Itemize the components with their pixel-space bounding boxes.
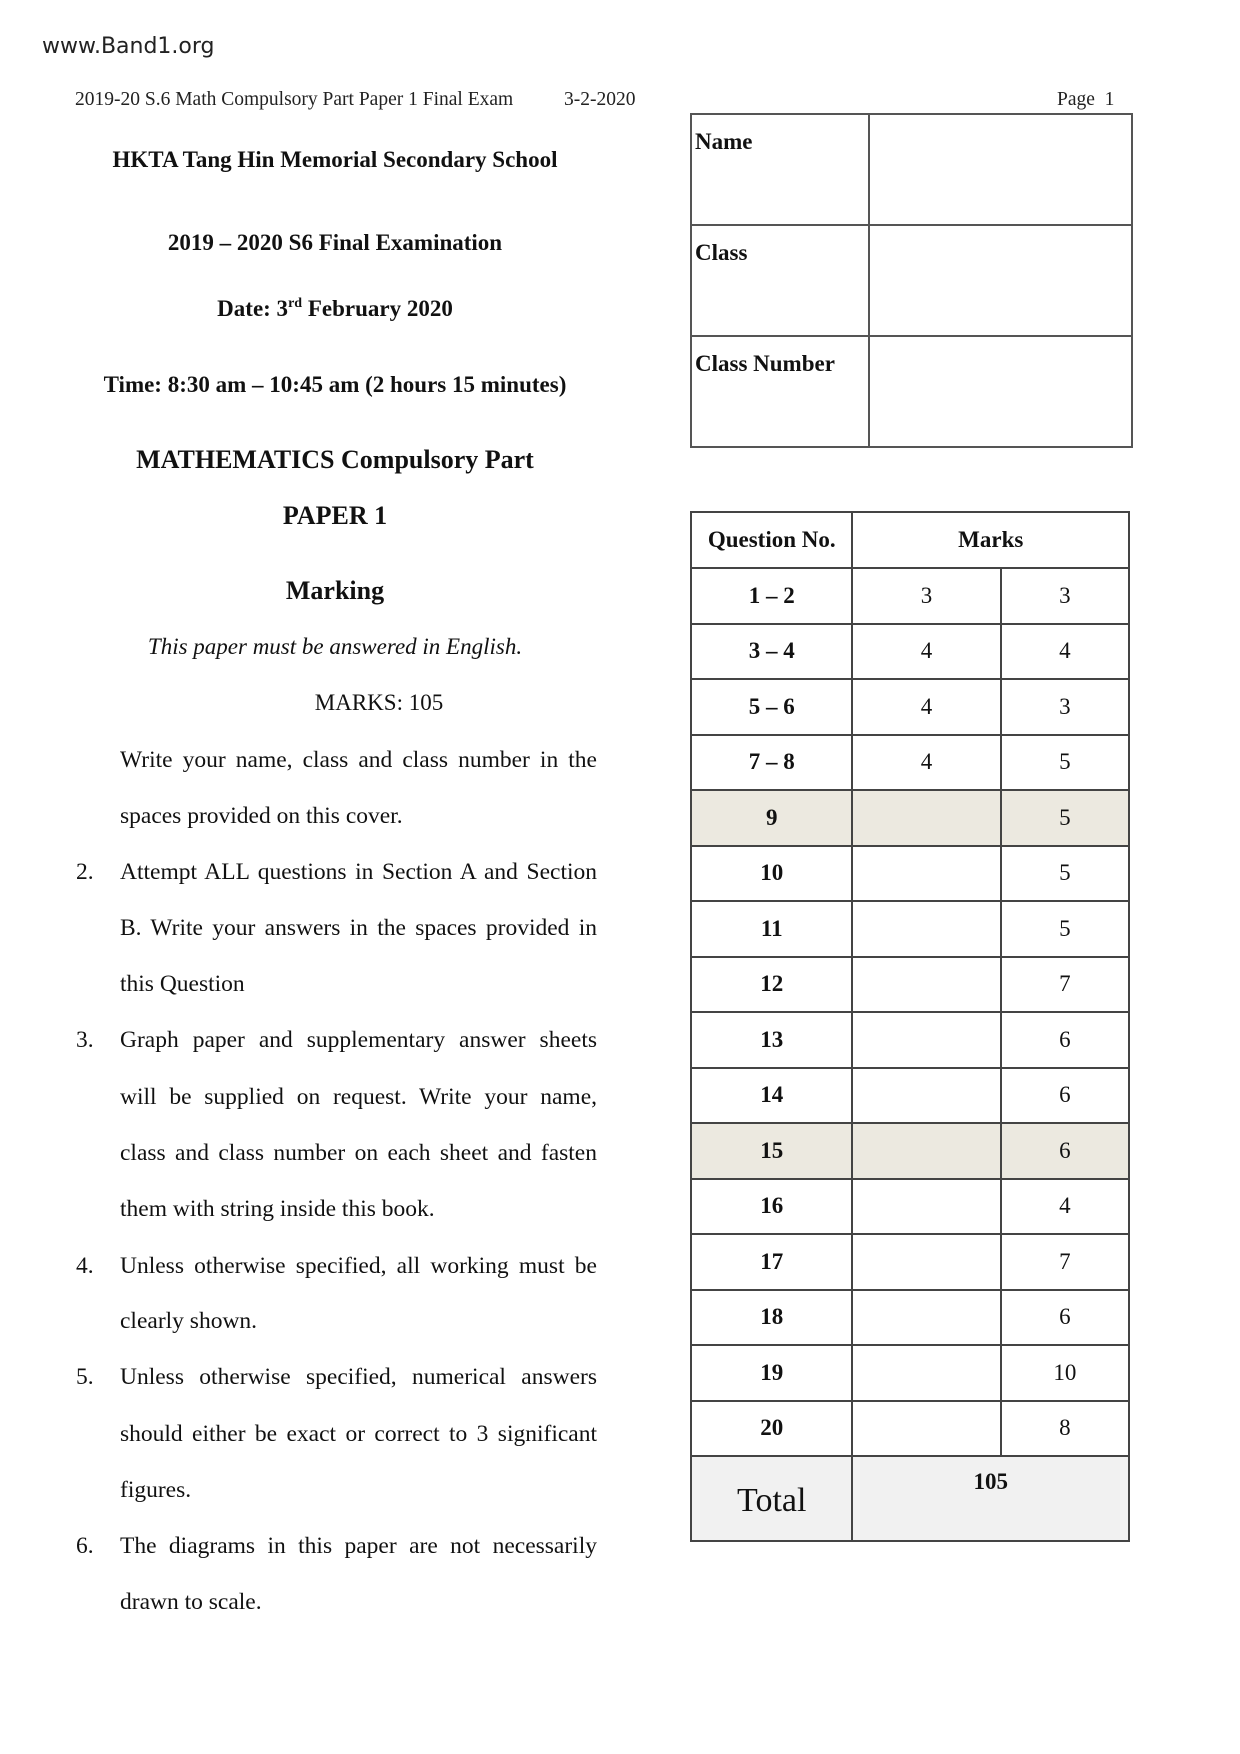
instruction-1-line-1: Write your name, class and class number in the [120,747,597,773]
marks-cell-2: 5 [1001,790,1129,846]
exam-title: 2019 – 2020 S6 Final Examination [167,230,503,255]
table-row [691,1179,1129,1235]
instruction-2-line-1: Attempt ALL questions in Section A and Section [120,859,597,885]
table-row [691,1012,1129,1068]
marks-header: Marks [852,512,1129,568]
question-cell: 12 [691,957,852,1013]
question-cell: 10 [691,846,852,902]
table-row [691,901,1129,957]
question-cell: 11 [691,901,852,957]
marks-table-header [691,512,1129,568]
class-number-field[interactable] [869,336,1132,447]
marks-cell-2: 5 [1001,846,1129,902]
marks-cell-1: 4 [852,624,1000,680]
class-number-row [691,336,1132,447]
question-cell: 14 [691,1068,852,1124]
exam-date-suffix: February 2020 [302,296,453,321]
table-row [691,1290,1129,1346]
candidate-info-table [690,113,1133,448]
instruction-5-line-1: Unless otherwise specified, numerical answers [120,1364,597,1390]
paper-title: PAPER 1 [282,501,388,530]
instruction-3-line-2: will be supplied on request. Write your name, [120,1084,597,1110]
table-row-highlighted [691,1123,1129,1179]
table-row [691,1234,1129,1290]
marks-cell-1: 4 [852,679,1000,735]
class-number-label: Class Number [691,336,869,447]
instruction-2-line-3: this Question [120,971,245,997]
marks-cell-1 [852,846,1000,902]
subject-title: MATHEMATICS Compulsory Part [136,445,534,474]
page-header-date: 3-2-2020 [564,89,636,110]
table-row [691,957,1129,1013]
total-marks: MARKS: 105 [314,690,444,715]
instruction-6-line-2: drawn to scale. [120,1589,262,1615]
language-note: This paper must be answered in English. [147,634,523,659]
instruction-3-line-1: Graph paper and supplementary answer sheets [120,1027,597,1053]
marks-cell-2: 6 [1001,1012,1129,1068]
table-row-highlighted [691,790,1129,846]
marks-cell-1 [852,1123,1000,1179]
exam-date [60,296,610,322]
marks-cell-1 [852,1234,1000,1290]
instruction-5-line-2: should either be exact or correct to 3 significant [120,1421,597,1447]
marks-cell-2: 3 [1001,679,1129,735]
table-row [691,568,1129,624]
marks-cell-2: 5 [1001,901,1129,957]
page-number: Page 1 [1057,89,1115,110]
marks-cell-2: 3 [1001,568,1129,624]
question-cell: 3 – 4 [691,624,852,680]
marks-cell-1 [852,790,1000,846]
table-row [691,624,1129,680]
instruction-6-line-1: The diagrams in this paper are not necessarily [120,1533,597,1559]
question-cell: 13 [691,1012,852,1068]
exam-date-prefix: Date: 3 [217,296,289,321]
marks-cell-1 [852,901,1000,957]
total-row [691,1456,1129,1541]
marks-cell-2: 6 [1001,1068,1129,1124]
instruction-5-number: 5. [76,1364,94,1390]
instruction-2-line-2: B. Write your answers in the spaces provided in [120,915,597,941]
total-label: Total [691,1456,852,1541]
name-label: Name [691,114,869,225]
marks-cell-1 [852,1179,1000,1235]
instruction-4-number: 4. [76,1253,94,1279]
table-row [691,1068,1129,1124]
class-label: Class [691,225,869,336]
marks-table [690,511,1130,1542]
instruction-1-line-2: spaces provided on this cover. [120,803,403,829]
marks-cell-2: 7 [1001,1234,1129,1290]
paper-type: Marking [285,576,385,605]
instruction-5-line-3: figures. [120,1477,192,1503]
question-cell: 1 – 2 [691,568,852,624]
marks-cell-1 [852,1345,1000,1401]
table-row [691,846,1129,902]
instruction-2-number: 2. [76,859,94,885]
question-cell: 19 [691,1345,852,1401]
marks-cell-2: 10 [1001,1345,1129,1401]
question-cell: 9 [691,790,852,846]
instruction-3-line-3: class and class number on each sheet and fasten [120,1140,597,1166]
marks-cell-1 [852,1068,1000,1124]
exam-date-ordinal: rd [288,296,303,311]
name-row [691,114,1132,225]
marks-cell-2: 4 [1001,1179,1129,1235]
instruction-3-number: 3. [76,1027,94,1053]
marks-cell-1: 3 [852,568,1000,624]
marks-cell-1 [852,1401,1000,1457]
table-row [691,1401,1129,1457]
instruction-3-line-4: them with string inside this book. [120,1196,435,1222]
question-no-header: Question No. [691,512,852,568]
site-watermark: www.Band1.org [42,34,215,59]
page-header-title: 2019-20 S.6 Math Compulsory Part Paper 1 Final Exam [75,89,514,110]
marks-cell-1 [852,1290,1000,1346]
marks-cell-1 [852,1012,1000,1068]
total-value: 105 [852,1456,1129,1541]
question-cell: 7 – 8 [691,735,852,791]
school-name: HKTA Tang Hin Memorial Secondary School [112,147,558,172]
marks-cell-2: 7 [1001,957,1129,1013]
class-field[interactable] [869,225,1132,336]
class-row [691,225,1132,336]
question-cell: 20 [691,1401,852,1457]
instruction-4-line-2: clearly shown. [120,1308,258,1334]
table-row [691,735,1129,791]
marks-cell-2: 8 [1001,1401,1129,1457]
question-cell: 17 [691,1234,852,1290]
marks-cell-2: 5 [1001,735,1129,791]
question-cell: 16 [691,1179,852,1235]
marks-cell-1 [852,957,1000,1013]
instruction-6-number: 6. [76,1533,94,1559]
instruction-4-line-1: Unless otherwise specified, all working must be [120,1253,597,1279]
name-field[interactable] [869,114,1132,225]
table-row [691,679,1129,735]
question-cell: 18 [691,1290,852,1346]
exam-time: Time: 8:30 am – 10:45 am (2 hours 15 minutes) [103,372,567,397]
marks-cell-1: 4 [852,735,1000,791]
marks-cell-2: 6 [1001,1290,1129,1346]
question-cell: 5 – 6 [691,679,852,735]
marks-cell-2: 4 [1001,624,1129,680]
marks-cell-2: 6 [1001,1123,1129,1179]
table-row [691,1345,1129,1401]
question-cell: 15 [691,1123,852,1179]
